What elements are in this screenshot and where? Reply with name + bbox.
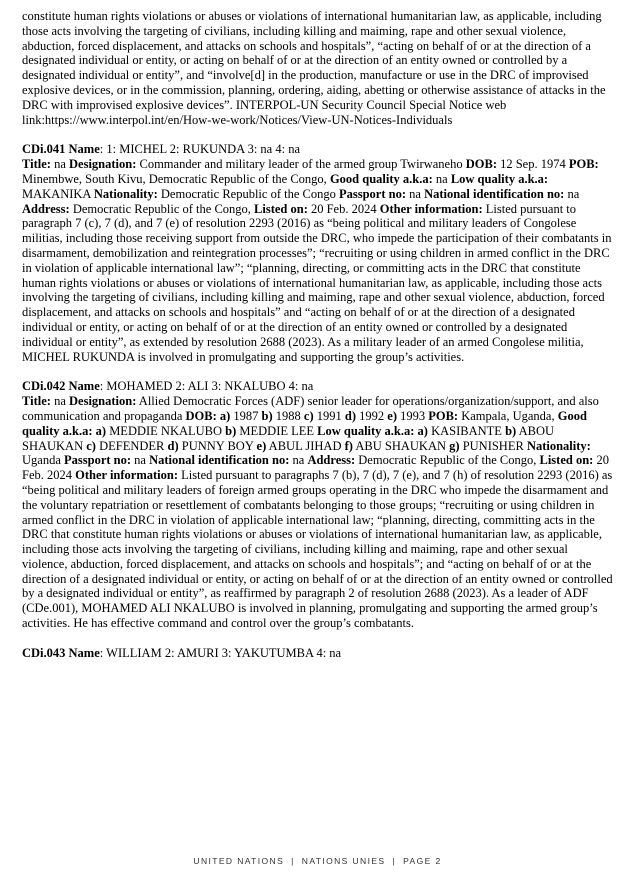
aka-item-letter: g) [449,438,460,453]
passport-label: Passport no: [64,453,132,468]
aka-item-letter: a) [95,423,107,438]
aka-item-letter: f) [344,438,353,453]
designation-label: Designation: [69,157,137,172]
title-label: Title: [22,157,51,172]
dob-value: 12 Sep. 1974 [496,157,569,172]
good-quality-aka-value: na [432,171,451,186]
dob-item-value: 1988 [272,408,304,423]
pob-label: POB: [568,157,599,172]
aka-item-value: ABU SHAUKAN [352,438,450,453]
intro-paragraph: constitute human rights violations or abuses or violations of international humanitarian law, as applicable, including those acts involving the targeting of civilians, including killing and maiming, rape and other sexual violence, abduction, forced displacement, and attacks on schools and hospitals”, “acting on behalf of or at the direction of a designated individual or entity, or acting on behalf of or at the direction of an entity owned or controlled by a designated individual or entity”, and “involve[d] in the production, manufacture or use in the DRC of improvised explosive devices, or in the commission, planning, ordering, aiding, abetting or otherwise assistance of attacks in the DRC with improvised explosive devices”. INTERPOL-UN Security Council Special Notice web link:https://www.interpol.int/en/How-we-work/Notices/View-UN-Notices-Individuals [22,9,606,127]
name-label: Name [68,645,100,660]
other-information-label: Other information: [75,468,179,483]
passport-value: na [131,453,150,468]
aka-item-value: MEDDIE NKALUBO [106,423,226,438]
dob-item-value: 1987 [230,408,262,423]
aka-item-letter: c) [86,438,96,453]
designation-value: Commander and military leader of the armed group Twirwaneho [136,157,466,172]
passport-value: na [406,186,425,201]
designation-label: Designation: [69,394,137,409]
passport-label: Passport no: [338,186,406,201]
listed-on-label: Listed on: [254,201,308,216]
listed-on-value: 20 Feb. 2024 [22,453,609,483]
aka-item-value: PUNNY BOY [178,438,257,453]
low-quality-aka-label: Low quality a.k.a: [317,423,415,438]
good-quality-aka-label: Good quality a.k.a: [329,171,433,186]
name-value: : 1: MICHEL 2: RUKUNDA 3: na 4: na [99,142,301,157]
aka-item-value: DEFENDER [95,438,168,453]
entry-cdi-043 [22,646,614,661]
good-quality-aka-label: Good quality a.k.a: [22,408,587,438]
name-value: : WILLIAM 2: AMURI 3: YAKUTUMBA 4: na [99,645,342,660]
low-quality-aka-value: MAKANIKA [22,186,94,201]
aka-item-letter: b) [225,423,237,438]
title-value: na [50,157,69,172]
entry-id: CDi.042 [22,379,66,394]
dob-item-value: 1991 [313,408,345,423]
dob-item-letter: b) [261,408,273,423]
aka-item-value: ABOU SHAUKAN [22,423,555,453]
footer-separator: | [392,856,397,866]
nationality-label: Nationality: [526,438,591,453]
other-information-value: Listed pursuant to paragraph 7 (c), 7 (d), and 7 (e) of resolution 2293 (2016) as “being political and military leaders of Congolese militias, including those receiving support from outside the DRC, who impede the participation of their combatants in disarmament, demobilization and reintegration processes”; “recruiting or using children in armed conflict in the DRC in violation of applicable international law”; “planning, directing, or committing acts in the DRC that constitute human rights violations or abuses or violations of international humanitarian law, as applicable, including those acts involving the targeting of civilians, including killing and maiming, rape and other sexual violence, abduction, forced displacement, and attacks on schools and hospitals” and “acting on behalf of or at the direction of a designated individual or entity, or acting on behalf of or at the direction of an entity owned or controlled by a designated individual or entity”, as extended by resolution 2688 (2023). As a military leader of an armed Congolese militia, MICHEL RUKUNDA is involved in promulgating and supporting the group’s activities. [22,201,612,364]
other-information-label: Other information: [379,201,483,216]
footer-org-en: UNITED NATIONS [193,856,285,866]
aka-item-letter: e) [256,438,267,453]
footer-separator: | [291,856,295,866]
entry-cdi-041 [22,142,614,364]
dob-item-value: 1992 [356,408,388,423]
nationality-value: Democratic Republic of the Congo [157,186,339,201]
entry-id: CDi.043 [22,645,66,660]
footer-page-number: PAGE 2 [403,856,442,866]
aka-item-value: MEDDIE LEE [236,423,318,438]
dob-item-letter: c) [303,408,314,423]
nationality-label: Nationality: [93,186,158,201]
title-value: na [50,394,69,409]
address-label: Address: [22,201,70,216]
name-label: Name [68,379,100,394]
dob-item-letter: e) [387,408,397,423]
pob-value: Kampala, Uganda, [458,408,558,423]
title-label: Title: [22,394,51,409]
nationality-value: Uganda [22,453,64,468]
national-id-value: na [289,453,308,468]
entry-cdi-042 [22,379,614,631]
dob-label: DOB: [185,408,217,423]
page-footer [0,856,635,866]
pob-value: Minembwe, South Kivu, Democratic Republic of the Congo, [22,171,330,186]
aka-item-letter: b) [505,423,517,438]
dob-item-letter: a) [219,408,231,423]
aka-item-letter: a) [417,423,428,438]
name-label: Name [68,142,100,157]
aka-item-value: KASIBANTE [427,423,506,438]
address-value: Democratic Republic of the Congo, [355,453,540,468]
aka-item-value: PUNISHER [459,438,527,453]
listed-on-label: Listed on: [539,453,594,468]
pob-label: POB: [428,408,459,423]
address-value: Democratic Republic of the Congo, [69,201,255,216]
listed-on-value: 20 Feb. 2024 [307,201,380,216]
name-value: : MOHAMED 2: ALI 3: NKALUBO 4: na [99,379,314,394]
dob-item-letter: d) [344,408,357,423]
footer-org-fr: NATIONS UNIES [301,856,386,866]
national-id-label: National identification no: [149,453,290,468]
document-page [22,9,614,661]
dob-label: DOB: [465,157,497,172]
aka-item-value: ABUL JIHAD [266,438,345,453]
aka-item-letter: d) [167,438,179,453]
address-label: Address: [307,453,356,468]
national-id-value: na [564,186,580,201]
national-id-label: National identification no: [424,186,565,201]
dob-item-value: 1993 [396,408,429,423]
other-information-value: Listed pursuant to paragraphs 7 (b), 7 (d), 7 (e), and 7 (h) of resolution 2293 (2016) as “being political and military leaders of foreign armed groups operating in the DRC who impede the disarmament and the voluntary repatriation or resettlement of combatants belonging to those groups; “recruiting or using children in armed conflict in the DRC in violation of applicable international law; “planning, directing, committing acts in the DRC that constitute human rights violations or abuses or violations of international humanitarian law, as applicable, including those acts involving the targeting of civilians, including killing and maiming, rape and other sexual violence, abduction, forced displacement, and attacks on schools and hospitals”; and “acting on behalf of or at the direction of a designated individual or entity, or acting on behalf of or at the direction of an entity owned or controlled by a designated individual or entity”, as reaffirmed by paragraph 2 of resolution 2688 (2023). As a leader of ADF (CDe.001), MOHAMED ALI NKALUBO is involved in planning, promulgating and supporting the armed group’s activities. He has effective command and control over the group’s combatants. [22,468,613,631]
low-quality-aka-label: Low quality a.k.a: [450,171,549,186]
entry-id: CDi.041 [22,142,66,157]
designation-value: Allied Democratic Forces (ADF) senior leader for operations/organization/support, and also communication and propaganda [22,394,599,423]
